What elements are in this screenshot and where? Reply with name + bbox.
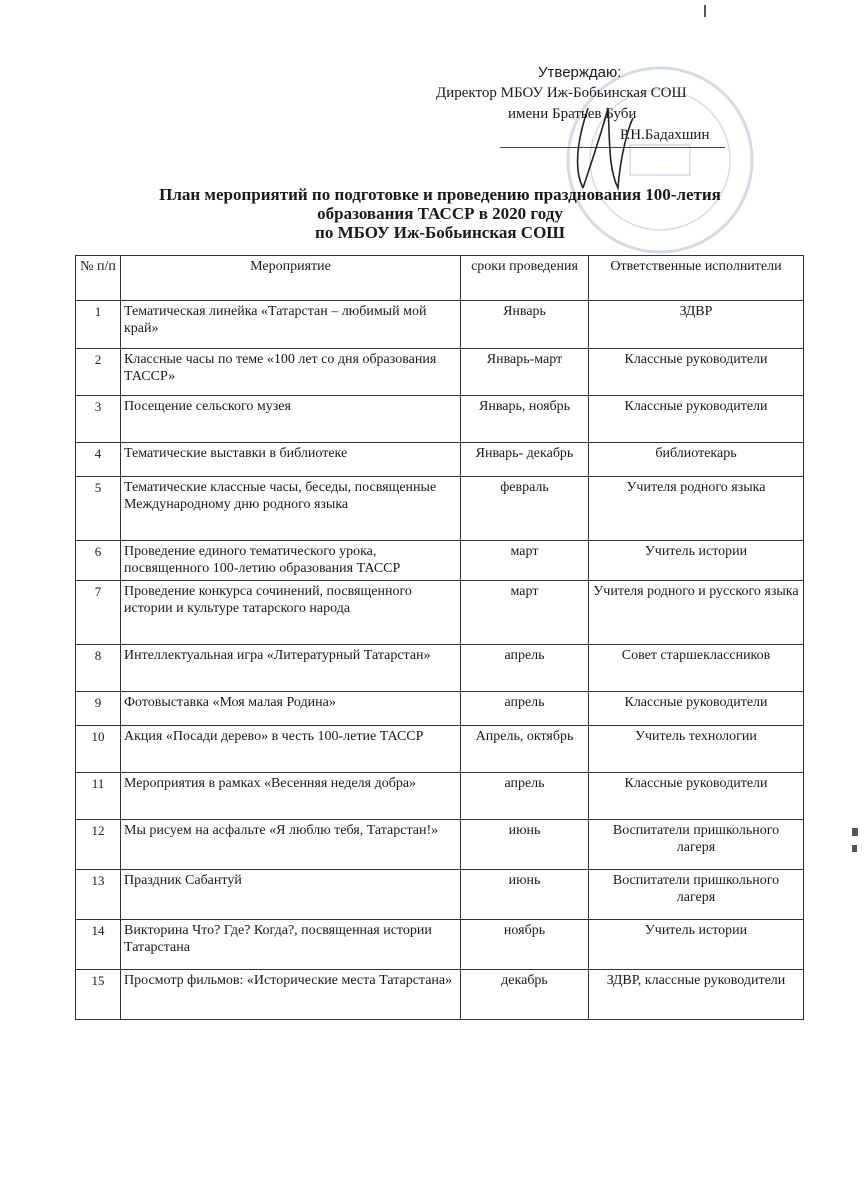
row-num: 5 xyxy=(76,477,121,541)
row-event: Мероприятия в рамках «Весенняя неделя добра» xyxy=(121,773,461,820)
row-event: Тематическая линейка «Татарстан – любимый мой край» xyxy=(121,301,461,349)
table-row xyxy=(76,581,804,645)
row-responsible: библиотекарь xyxy=(589,443,804,477)
row-responsible: Воспитатели пришкольного лагеря xyxy=(589,870,804,920)
table-row xyxy=(76,349,804,396)
scan-mark xyxy=(852,828,858,836)
row-period: Апрель, октябрь xyxy=(461,726,589,773)
school-name: имени Братьев Буби xyxy=(508,106,637,122)
row-period: март xyxy=(461,541,589,581)
director-signature xyxy=(548,88,658,198)
table-row xyxy=(76,645,804,692)
row-responsible: Классные руководители xyxy=(589,773,804,820)
row-num: 9 xyxy=(76,692,121,726)
header-responsible: Ответственные исполнители xyxy=(589,256,804,301)
row-period: апрель xyxy=(461,692,589,726)
page-title xyxy=(60,185,820,242)
row-num: 10 xyxy=(76,726,121,773)
table-header-row xyxy=(76,256,804,301)
row-responsible: Классные руководители xyxy=(589,396,804,443)
row-event: Интеллектуальная игра «Литературный Татарстан» xyxy=(121,645,461,692)
table-row xyxy=(76,726,804,773)
row-period: Январь-март xyxy=(461,349,589,396)
row-responsible: Совет старшеклассников xyxy=(589,645,804,692)
row-event: Проведение конкурса сочинений, посвященного истории и культуре татарского народа xyxy=(121,581,461,645)
row-period: Январь xyxy=(461,301,589,349)
row-event: Викторина Что? Где? Когда?, посвященная истории Татарстана xyxy=(121,920,461,970)
row-period: март xyxy=(461,581,589,645)
row-responsible: Классные руководители xyxy=(589,692,804,726)
header-period: сроки проведения xyxy=(461,256,589,301)
row-event: Тематические классные часы, беседы, посвященные Международному дню родного языка xyxy=(121,477,461,541)
row-responsible: ЗДВР xyxy=(589,301,804,349)
table-row xyxy=(76,870,804,920)
scan-mark xyxy=(852,845,857,852)
row-num: 15 xyxy=(76,970,121,1020)
row-event: Праздник Сабантуй xyxy=(121,870,461,920)
row-responsible: Учителя родного и русского языка xyxy=(589,581,804,645)
title-line-1: План мероприятий по подготовке и проведению празднования 100-летия xyxy=(159,185,721,204)
row-event: Классные часы по теме «100 лет со дня образования ТАССР» xyxy=(121,349,461,396)
row-event: Просмотр фильмов: «Исторические места Татарстана» xyxy=(121,970,461,1020)
row-responsible: ЗДВР, классные руководители xyxy=(589,970,804,1020)
row-num: 7 xyxy=(76,581,121,645)
row-period: апрель xyxy=(461,645,589,692)
row-period: ноябрь xyxy=(461,920,589,970)
title-line-3: по МБОУ Иж-Бобьинская СОШ xyxy=(315,223,565,242)
table-row xyxy=(76,443,804,477)
events-table xyxy=(75,255,804,1020)
scan-mark xyxy=(704,5,706,17)
row-responsible: Учитель технологии xyxy=(589,726,804,773)
table-row xyxy=(76,301,804,349)
header-num: № п/п xyxy=(76,256,121,301)
table-row xyxy=(76,920,804,970)
row-period: июнь xyxy=(461,820,589,870)
row-period: апрель xyxy=(461,773,589,820)
table-row xyxy=(76,970,804,1020)
title-line-2: образования ТАССР в 2020 году xyxy=(317,204,563,223)
table-row xyxy=(76,396,804,443)
row-num: 14 xyxy=(76,920,121,970)
row-event: Проведение единого тематического урока, посвященного 100-летию образования ТАССР xyxy=(121,541,461,581)
row-num: 3 xyxy=(76,396,121,443)
row-period: июнь xyxy=(461,870,589,920)
row-event: Фотовыставка «Моя малая Родина» xyxy=(121,692,461,726)
row-num: 8 xyxy=(76,645,121,692)
table-row xyxy=(76,477,804,541)
row-num: 12 xyxy=(76,820,121,870)
row-event: Посещение сельского музея xyxy=(121,396,461,443)
row-responsible: Учителя родного языка xyxy=(589,477,804,541)
row-num: 13 xyxy=(76,870,121,920)
table-row xyxy=(76,773,804,820)
row-responsible: Учитель истории xyxy=(589,920,804,970)
row-period: декабрь xyxy=(461,970,589,1020)
row-responsible: Учитель истории xyxy=(589,541,804,581)
row-period: Январь, ноябрь xyxy=(461,396,589,443)
row-responsible: Воспитатели пришкольного лагеря xyxy=(589,820,804,870)
director-name: Р.Н.Бадахшин xyxy=(620,127,710,143)
table-row xyxy=(76,541,804,581)
row-num: 2 xyxy=(76,349,121,396)
row-event: Мы рисуем на асфальте «Я люблю тебя, Татарстан!» xyxy=(121,820,461,870)
row-event: Тематические выставки в библиотеке xyxy=(121,443,461,477)
table-row xyxy=(76,692,804,726)
table-row xyxy=(76,820,804,870)
row-event: Акция «Посади дерево» в честь 100-летие ТАССР xyxy=(121,726,461,773)
row-num: 1 xyxy=(76,301,121,349)
header-event: Мероприятие xyxy=(121,256,461,301)
row-period: Январь- декабрь xyxy=(461,443,589,477)
row-period: февраль xyxy=(461,477,589,541)
approval-title: Утверждаю: xyxy=(538,64,622,81)
director-position: Директор МБОУ Иж-Бобьинская СОШ xyxy=(436,85,687,101)
row-responsible: Классные руководители xyxy=(589,349,804,396)
row-num: 6 xyxy=(76,541,121,581)
row-num: 4 xyxy=(76,443,121,477)
row-num: 11 xyxy=(76,773,121,820)
